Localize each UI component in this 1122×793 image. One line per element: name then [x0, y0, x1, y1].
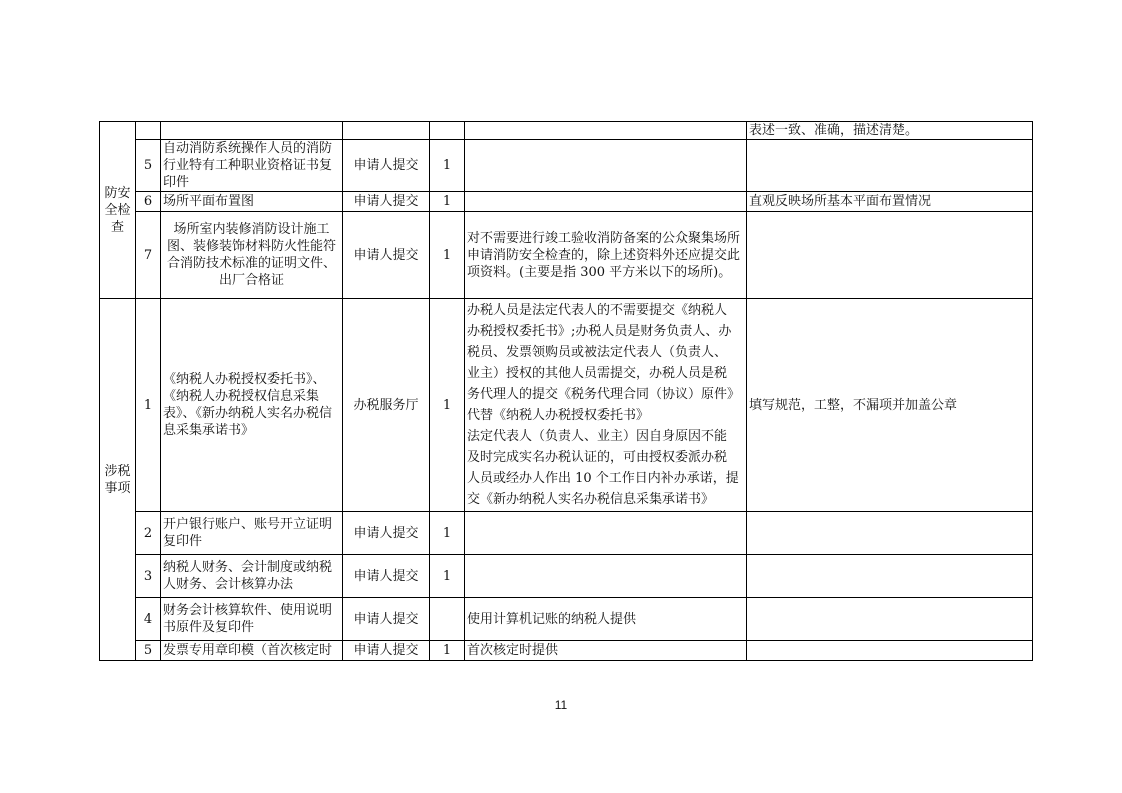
table-row: [100, 122, 1033, 140]
material-name-cell: 开户银行账户、账号开立证明复印件: [161, 512, 343, 555]
category-cell-tax: [100, 299, 136, 661]
category-label: 防安全检查: [104, 185, 131, 235]
count-cell: 1: [430, 212, 465, 299]
table-row: [100, 192, 1033, 212]
source-cell: 申请人提交: [343, 641, 430, 661]
number-cell: [136, 122, 161, 140]
requirement-cell: 直观反映场所基本平面布置情况: [747, 192, 1033, 212]
number-cell: 5: [136, 641, 161, 661]
note-cell: [465, 299, 747, 512]
material-name-cell: 财务会计核算软件、使用说明书原件及复印件: [161, 598, 343, 641]
note-line: 代替《纳税人办税授权委托书》: [467, 408, 650, 423]
requirement-cell: [747, 512, 1033, 555]
count-cell: 1: [430, 192, 465, 212]
requirement-cell: [747, 212, 1033, 299]
count-cell: 1: [430, 641, 465, 661]
count-cell: 1: [430, 555, 465, 598]
table-row: [100, 598, 1033, 641]
table-row: [100, 140, 1033, 192]
source-cell: 申请人提交: [343, 512, 430, 555]
note-cell: [465, 192, 747, 212]
source-cell: 申请人提交: [343, 212, 430, 299]
source-cell: 申请人提交: [343, 140, 430, 192]
note-line: 税员、发票领购员或被法定代表人（负责人、: [467, 345, 728, 360]
note-line: 务代理人的提交《税务代理合同（协议）原件》: [467, 387, 741, 402]
note-line: 交《新办纳税人实名办税信息采集承诺书》: [467, 492, 715, 507]
material-name-cell: 场所室内装修消防设计施工图、装修装饰材料防火性能符合消防技术标准的证明文件、出厂合格证: [161, 212, 343, 299]
count-cell: [430, 598, 465, 641]
note-cell: [465, 122, 747, 140]
number-cell: 2: [136, 512, 161, 555]
count-cell: 1: [430, 299, 465, 512]
note-cell: 首次核定时提供: [465, 641, 747, 661]
note-line: 及时完成实名办税认证的，可由授权委派办税: [467, 450, 728, 465]
note-cell: [465, 512, 747, 555]
material-name-cell: 《纳税人办税授权委托书》、《纳税人办税授权信息采集表》、《新办纳税人实名办税信息采集承诺书》: [161, 299, 343, 512]
number-cell: 6: [136, 192, 161, 212]
requirement-cell: [747, 641, 1033, 661]
count-cell: [430, 122, 465, 140]
number-cell: 4: [136, 598, 161, 641]
source-cell: 申请人提交: [343, 598, 430, 641]
requirement-cell: 表述一致、准确，描述清楚。: [747, 122, 1033, 140]
requirement-cell: 填写规范，工整，不漏项并加盖公章: [747, 299, 1033, 512]
table-row: [100, 299, 1033, 512]
material-name-cell: 发票专用章印模（首次核定时: [161, 641, 343, 661]
number-cell: 7: [136, 212, 161, 299]
requirement-cell: [747, 598, 1033, 641]
materials-table: [99, 121, 1033, 661]
source-cell: 申请人提交: [343, 192, 430, 212]
category-label: 涉税事项: [104, 463, 131, 496]
count-cell: 1: [430, 512, 465, 555]
source-cell: 办税服务厅: [343, 299, 430, 512]
note-line: 办税人员是法定代表人的不需要提交《纳税人: [467, 303, 728, 318]
count-cell: 1: [430, 140, 465, 192]
table-row: [100, 555, 1033, 598]
number-cell: 1: [136, 299, 161, 512]
page-number: 11: [554, 698, 568, 712]
number-cell: 3: [136, 555, 161, 598]
table-row: [100, 641, 1033, 661]
source-cell: [343, 122, 430, 140]
note-cell: [465, 140, 747, 192]
material-name-cell: 纳税人财务、会计制度或纳税人财务、会计核算办法: [161, 555, 343, 598]
material-name-cell: 自动消防系统操作人员的消防行业特有工种职业资格证书复印件: [161, 140, 343, 192]
note-line: 业主）授权的其他人员需提交，办税人员是税: [467, 366, 728, 381]
category-cell-fire: [100, 122, 136, 299]
requirement-cell: [747, 140, 1033, 192]
material-name-cell: 场所平面布置图: [161, 192, 343, 212]
table-row: [100, 212, 1033, 299]
note-cell: 使用计算机记账的纳税人提供: [465, 598, 747, 641]
note-line: 办税授权委托书》;办税人员是财务负责人、办: [467, 324, 732, 339]
note-cell: [465, 555, 747, 598]
number-cell: 5: [136, 140, 161, 192]
note-line: 法定代表人（负责人、业主）因自身原因不能: [467, 429, 728, 444]
note-line: 人员或经办人作出 10 个工作日内补办承诺，提: [467, 471, 739, 486]
source-cell: 申请人提交: [343, 555, 430, 598]
table-row: [100, 512, 1033, 555]
note-cell: 对不需要进行竣工验收消防备案的公众聚集场所申请消防安全检查的，除上述资料外还应提交此项资料。(主要是指 300 平方米以下的场所)。: [465, 212, 747, 299]
requirement-cell: [747, 555, 1033, 598]
material-name-cell: [161, 122, 343, 140]
